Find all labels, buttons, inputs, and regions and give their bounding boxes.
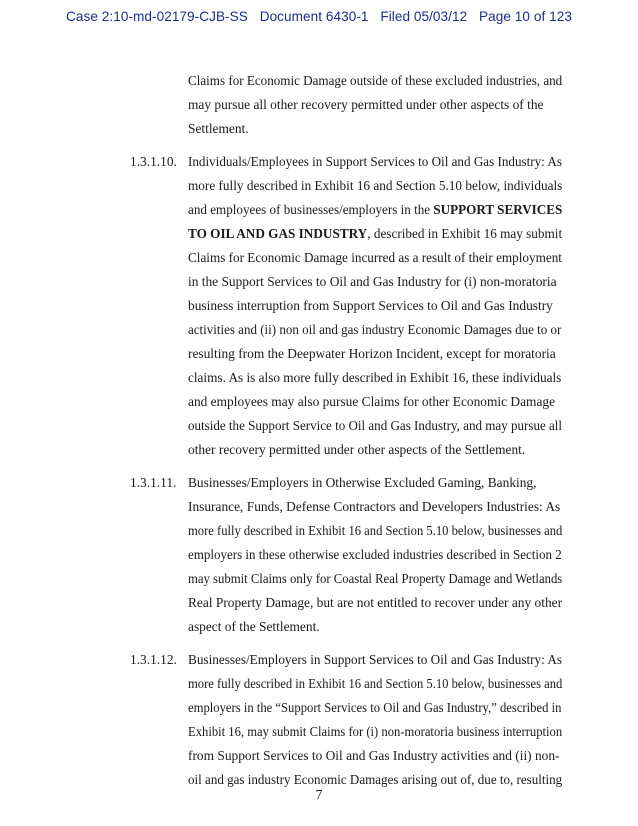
- section-line: in the Support Services to Oil and Gas Industry for (i) non-moratoria: [188, 274, 557, 289]
- page-number: 7: [315, 787, 323, 802]
- section-line: outside the Support Service to Oil and Gas Industry, and may pursue all: [188, 418, 563, 433]
- section-line: and employees may also pursue Claims for other Economic Damage: [188, 394, 556, 409]
- section-line: more fully described in Exhibit 16 and Section 5.10 below, businesses and: [188, 523, 563, 538]
- section-number: 1.3.1.11.: [130, 475, 177, 490]
- intro-line: Settlement.: [188, 121, 249, 136]
- filed-date: Filed 05/03/12: [380, 9, 468, 24]
- section-line: oil and gas industry Economic Damages arising out of, due to, resulting: [188, 772, 563, 787]
- intro-line: may pursue all other recovery permitted under other aspects of the: [188, 97, 544, 112]
- section-line: from Support Services to Oil and Gas Industry activities and (ii) non-: [188, 748, 560, 763]
- section-line: employers in these otherwise excluded industries described in Section 2: [188, 547, 562, 562]
- section-line: more fully described in Exhibit 16 and Section 5.10 below, businesses and: [188, 676, 563, 691]
- section-line: Exhibit 16, may submit Claims for (i) non-moratoria business interruption: [188, 724, 563, 739]
- section-line: other recovery permitted under other aspects of the Settlement.: [188, 442, 526, 457]
- section-number: 1.3.1.10.: [130, 154, 177, 169]
- section-number: 1.3.1.12.: [130, 652, 177, 667]
- section-line: may submit Claims only for Coastal Real Property Damage and Wetlands: [188, 571, 563, 586]
- section-line: claims. As is also more fully described in Exhibit 16, these individuals: [188, 370, 562, 385]
- section-line: Claims for Economic Damage incurred as a result of their employment: [188, 250, 562, 265]
- section-line: [188, 202, 562, 218]
- case-number: Case 2:10-md-02179-CJB-SS: [66, 9, 248, 24]
- bold-term: SUPPORT SERVICES: [433, 202, 563, 217]
- bold-term: TO OIL AND GAS INDUSTRY: [188, 226, 368, 241]
- section-text: and employees of businesses/employers in the: [188, 202, 434, 217]
- section-line: [188, 226, 562, 242]
- section-line: employers in the “Support Services to Oil and Gas Industry,” described in: [188, 700, 562, 715]
- section-line: Insurance, Funds, Defense Contractors and Developers Industries: As: [188, 499, 561, 514]
- intro-line: Claims for Economic Damage outside of these excluded industries, and: [188, 73, 563, 88]
- section-line: activities and (ii) non oil and gas industry Economic Damages due to or: [188, 322, 562, 337]
- section-line: Businesses/Employers in Support Services to Oil and Gas Industry: As: [188, 652, 563, 667]
- case-header: [0, 9, 638, 24]
- section-line: resulting from the Deepwater Horizon Incident, except for moratoria: [188, 346, 556, 361]
- section-line: more fully described in Exhibit 16 and Section 5.10 below, individuals: [188, 178, 563, 193]
- page-of-total: Page 10 of 123: [479, 9, 572, 24]
- section-line: business interruption from Support Services to Oil and Gas Industry: [188, 298, 553, 313]
- document-number: Document 6430-1: [259, 9, 369, 24]
- section-text: , described in Exhibit 16 may submit: [367, 226, 563, 241]
- section-line: Businesses/Employers in Otherwise Excluded Gaming, Banking,: [188, 475, 537, 490]
- section-line: Real Property Damage, but are not entitled to recover under any other: [188, 595, 563, 610]
- section-line: aspect of the Settlement.: [188, 619, 320, 634]
- section-line: Individuals/Employees in Support Services to Oil and Gas Industry: As: [188, 154, 562, 169]
